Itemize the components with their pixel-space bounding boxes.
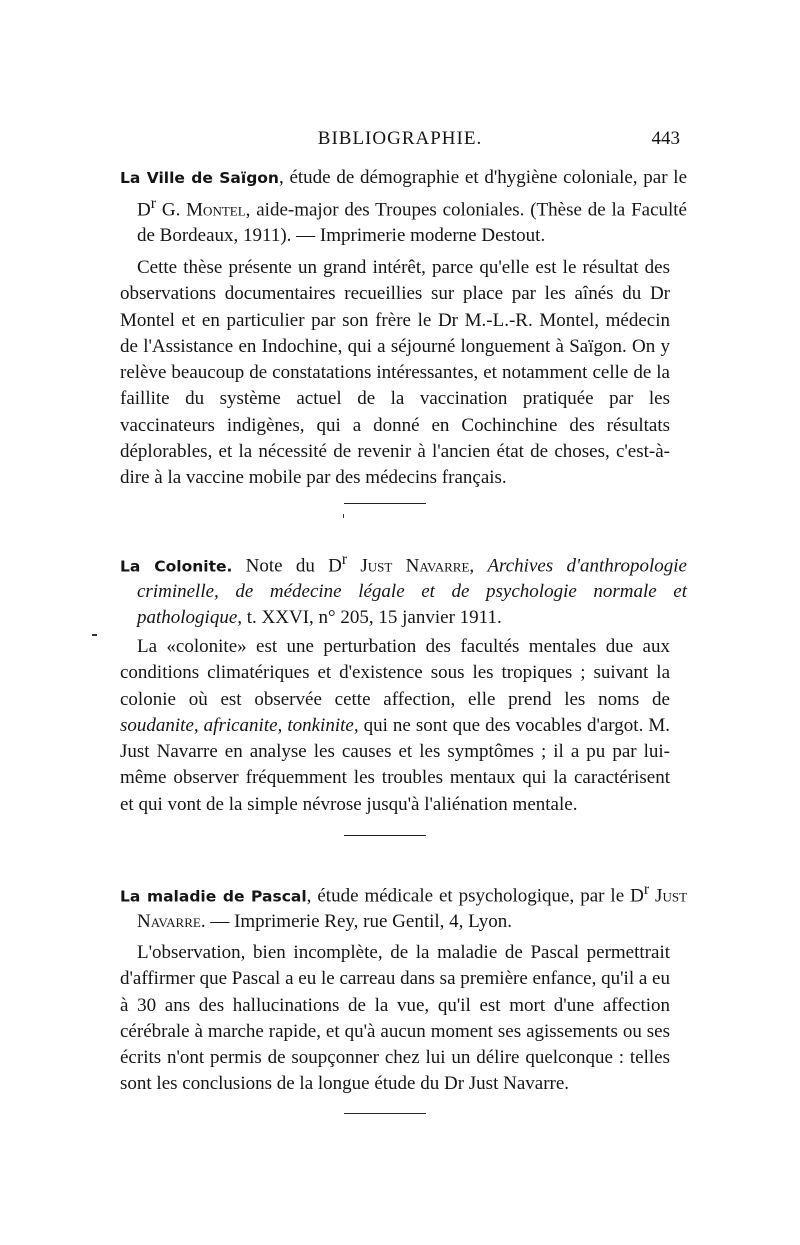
entry-3-title: La maladie de Pascal [120,887,307,906]
page-speck [343,514,344,518]
entry-3-author: Just Navarre [137,885,688,933]
entry-1-title: La Ville de Saïgon [120,169,279,187]
entry-1-citation-rest: , aide-major des Troupes coloniales. (Thèse de la Faculté de Bordeaux, 1911). — Imprimerie moderne Destout. [137,199,687,247]
entry-2-author: Just Navarre [347,555,470,577]
entry-3-dr-sup: r [643,881,650,898]
entry-1-body: Cette thèse présente un grand intérêt, parce qu'elle est le résultat des observations documentaires recueillies sur place par les aînés du Dr Montel et en particulier par son frère le Dr M.-L.-R. Montel, médecin de l'Assistance en Indochine, qui a séjourné longuement à Saïgon. On y relève beaucoup de constatations intéressantes, et notamment celle de la faillite du système actuel de la vaccination pratiquée par les vaccinateurs indigènes, qui a donné en Cochinchine des résultats déplorables, et la nécessité de revenir à l'ancien état de choses, c'est-à-dire à la vaccine mobile par des médecins français. [120,257,670,489]
entry-3-body: L'observation, bien incomplète, de la maladie de Pascal permettrait d'affirmer que Pascal a eu le carreau dans sa première enfance, qu'il a eu à 30 ans des hallucinations de la vue, qu'il est mort d'une affection cérébrale à marche rapide, et qu'à aucun moment ses agissements ou ses écrits n'ont permis de soupçonner chez lui un délire quelconque : telles sont les conclusions de la longue étude du Dr Just Navarre. [120,942,670,1095]
section-divider [344,835,426,836]
section-divider [344,503,426,504]
running-head-title: BIBLIOGRAPHIE. [317,128,483,149]
entry-2-body [120,634,670,818]
entry-2-title: La Colonite. [120,557,233,576]
entry-2-journal: Archives d'anthropologie criminelle, de médecine légale et de psychologie normale et pathologique, [137,555,687,629]
entry-2-citation [120,547,687,631]
entry-2-terms: soudanite, africanite, tonkinite, [120,714,359,736]
entry-3-citation-rest: . — Imprimerie Rey, rue Gentil, 4, Lyon. [200,911,512,933]
entry-3-citation-text: , étude médicale et psychologique, par le D [306,885,644,907]
entry-2-dr-sup: r [341,551,348,568]
entry-2-body-text: La «colonite» est une perturbation des facultés mentales due aux conditions climatériques et d'existence sous les tropiques ; suivant la colonie où est observée cette affection, elle prend les noms de [120,636,670,710]
entry-2-body-rest: qui ne sont que des vocables d'argot. M. Just Navarre en analyse les causes et les symptômes ; il a pu par lui-même observer fréquemment les troubles mentaux qui la caractérisent et qui vont de la simple névrose jusqu'à l'aliénation mentale. [120,714,670,815]
entry-2-citation-text: Note du D [232,555,342,577]
entry-1-citation [120,165,687,249]
entry-1-citation-text: , étude de démographie et d'hygiène coloniale, par le D [137,167,687,221]
running-head [120,128,680,158]
page-number: 443 [651,128,680,149]
entry-3-citation [120,877,687,935]
entry-1-author: G. Montel [156,199,246,221]
entry-2-citation-sep: , [469,555,488,577]
section-divider [344,1113,426,1114]
margin-mark [92,634,97,636]
entry-1-dr-sup: r [150,195,157,212]
entry-2-citation-rest: t. XXVI, n° 205, 15 janvier 1911. [242,607,502,629]
